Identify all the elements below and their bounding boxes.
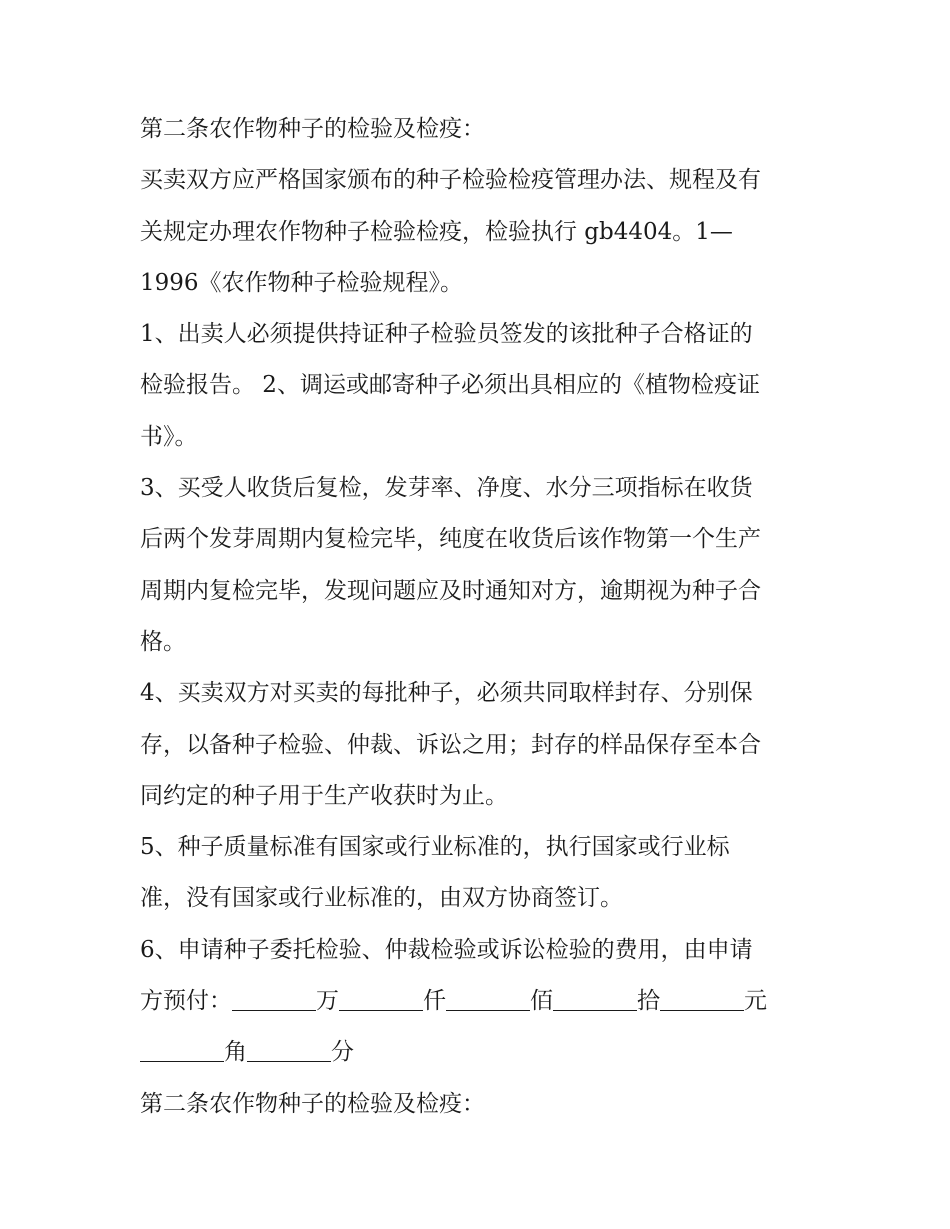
- paragraph-line: 检验报告。 2、调运或邮寄种子必须出具相应的《植物检疫证: [140, 372, 760, 399]
- blank-field-qian[interactable]: [339, 989, 423, 1011]
- document-body: [140, 104, 820, 1130]
- unit-label: 佰: [530, 988, 553, 1015]
- unit-label: 分: [331, 1039, 354, 1066]
- fee-prefix: 方预付：: [140, 988, 232, 1015]
- section-heading: 第二条农作物种子的检验及检疫：: [140, 1090, 485, 1117]
- paragraph-line: 关规定办理农作物种子检验检疫，检验执行 gb4404。1—: [140, 218, 733, 245]
- blank-field-wan[interactable]: [232, 989, 316, 1011]
- paragraph-line: 后两个发芽周期内复检完毕，纯度在收货后该作物第一个生产: [140, 526, 761, 553]
- unit-label: 仟: [423, 988, 446, 1015]
- unit-label: 角: [224, 1039, 247, 1066]
- blank-field-fen[interactable]: [247, 1041, 331, 1063]
- paragraph-line: 买卖双方应严格国家颁布的种子检验检疫管理办法、规程及有: [140, 167, 761, 194]
- paragraph-line: 书》。: [140, 423, 198, 450]
- paragraph-line: 1、出卖人必须提供持证种子检验员签发的该批种子合格证的: [140, 321, 753, 348]
- paragraph-line: 同约定的种子用于生产收获时为止。: [140, 782, 508, 809]
- fee-line: [140, 976, 820, 1027]
- paragraph-line: 5、种子质量标准有国家或行业标准的，执行国家或行业标: [140, 834, 730, 861]
- section-heading: 第二条农作物种子的检验及检疫：: [140, 116, 485, 142]
- paragraph-line: 4、买卖双方对买卖的每批种子，必须共同取样封存、分别保: [140, 680, 753, 707]
- blank-field-yuan[interactable]: [660, 989, 744, 1011]
- unit-label: 拾: [637, 988, 660, 1015]
- paragraph-line: 存，以备种子检验、仲裁、诉讼之用；封存的样品保存至本合: [140, 731, 761, 758]
- blank-field-bai[interactable]: [446, 989, 530, 1011]
- paragraph-line: 准，没有国家或行业标准的，由双方协商签订。: [140, 885, 623, 912]
- fee-line-2: [140, 1027, 820, 1078]
- unit-label: 元: [744, 988, 767, 1015]
- blank-field-jiao[interactable]: [140, 1041, 224, 1063]
- paragraph-line: 1996《农作物种子检验规程》。: [140, 269, 464, 296]
- paragraph-line: 6、申请种子委托检验、仲裁检验或诉讼检验的费用，由申请: [140, 936, 753, 963]
- blank-field-shi[interactable]: [553, 989, 637, 1011]
- unit-label: 万: [316, 988, 339, 1015]
- paragraph-line: 周期内复检完毕，发现问题应及时通知对方，逾期视为种子合: [140, 577, 761, 604]
- paragraph-line: 3、买受人收货后复检，发芽率、净度、水分三项指标在收货: [140, 475, 753, 502]
- paragraph-line: 格。: [140, 628, 186, 655]
